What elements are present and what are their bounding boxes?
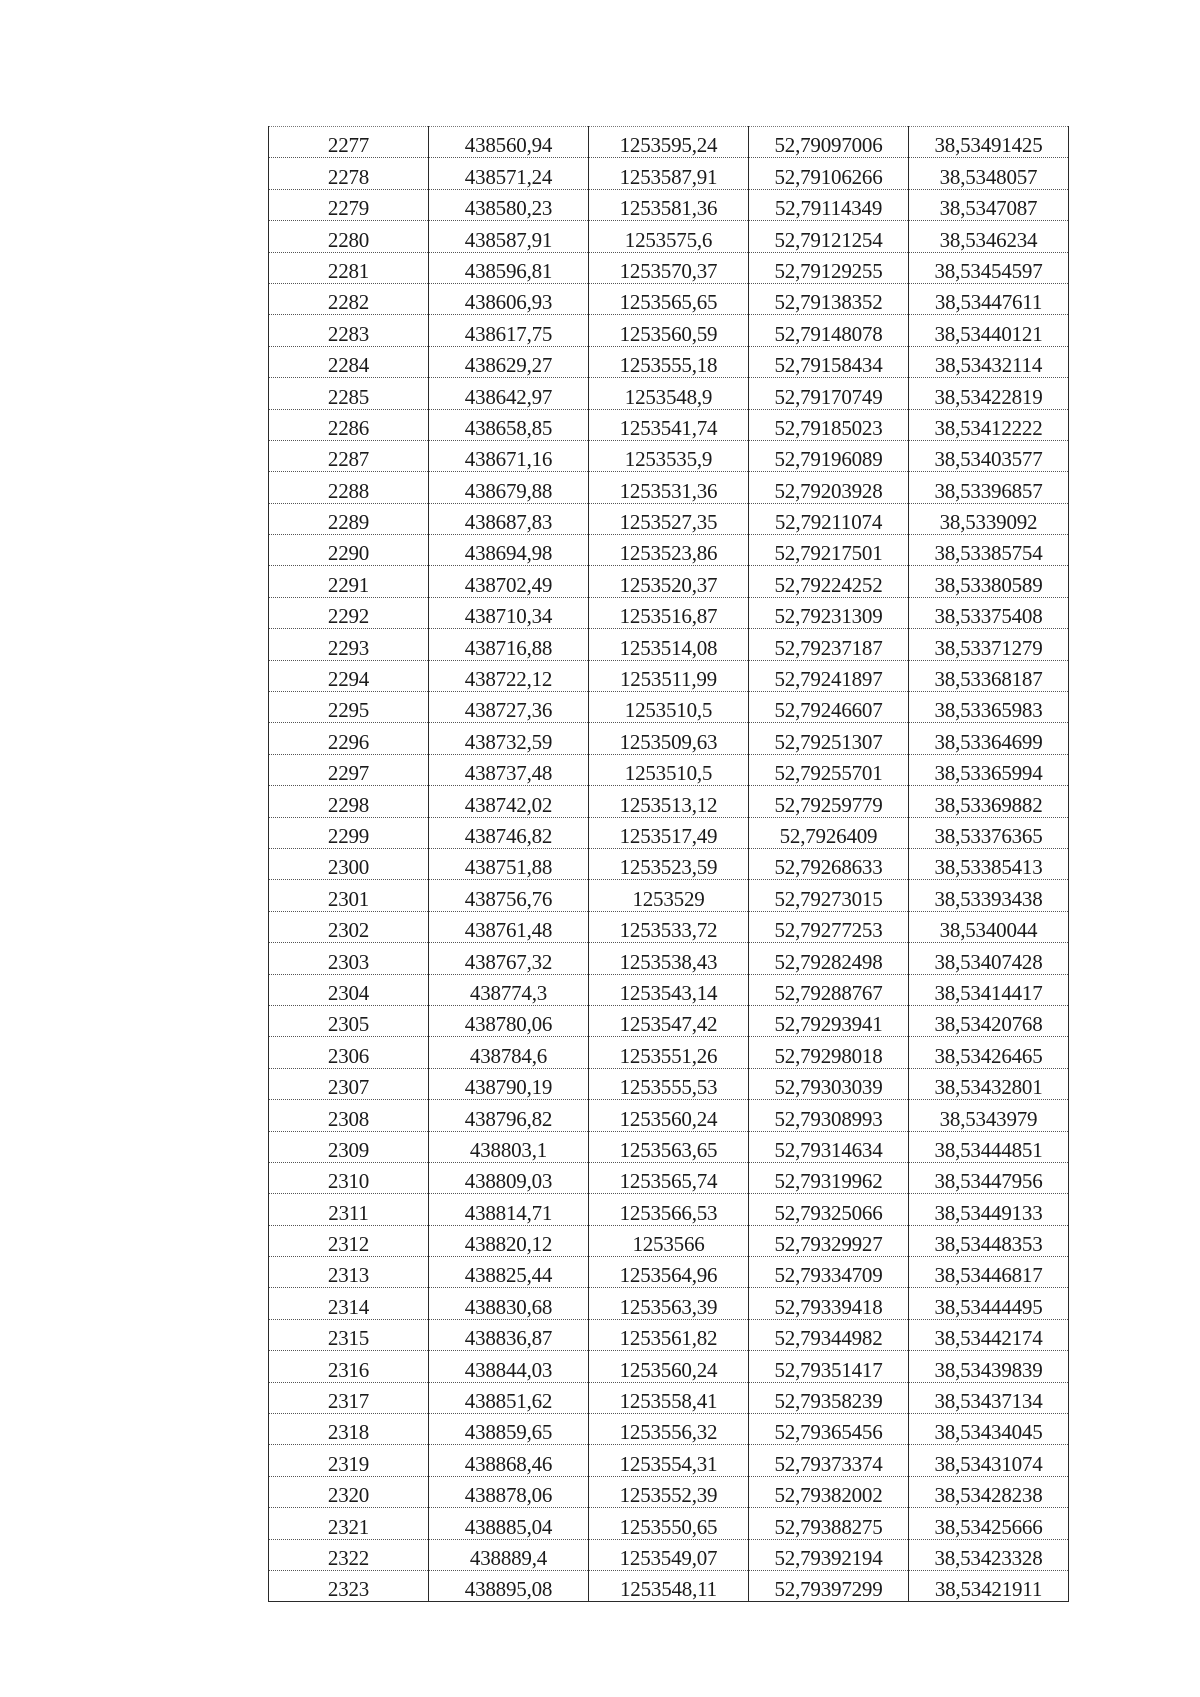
longitude-cell: 38,53437134 (909, 1382, 1069, 1413)
y-coordinate-cell: 1253514,08 (589, 629, 749, 660)
longitude-cell: 38,53432114 (909, 346, 1069, 377)
table-row (269, 1194, 1069, 1225)
longitude-cell: 38,53365983 (909, 692, 1069, 723)
longitude-cell: 38,53368187 (909, 660, 1069, 691)
longitude-cell: 38,5346234 (909, 221, 1069, 252)
y-coordinate-cell: 1253523,59 (589, 848, 749, 879)
y-coordinate-cell: 1253563,65 (589, 1131, 749, 1162)
point-number-cell: 2308 (269, 1100, 429, 1131)
table-row (269, 283, 1069, 314)
longitude-cell: 38,53365994 (909, 754, 1069, 785)
longitude-cell: 38,53426465 (909, 1037, 1069, 1068)
latitude-cell: 52,79325066 (749, 1194, 909, 1225)
y-coordinate-cell: 1253581,36 (589, 189, 749, 220)
table-row (269, 754, 1069, 785)
table-row (269, 1162, 1069, 1193)
point-number-cell: 2277 (269, 127, 429, 158)
x-coordinate-cell: 438746,82 (429, 817, 589, 848)
y-coordinate-cell: 1253560,24 (589, 1351, 749, 1382)
point-number-cell: 2294 (269, 660, 429, 691)
point-number-cell: 2297 (269, 754, 429, 785)
latitude-cell: 52,79259779 (749, 786, 909, 817)
x-coordinate-cell: 438732,59 (429, 723, 589, 754)
table-row (269, 503, 1069, 534)
table-row (269, 1351, 1069, 1382)
longitude-cell: 38,53375408 (909, 597, 1069, 628)
longitude-cell: 38,53447956 (909, 1162, 1069, 1193)
x-coordinate-cell: 438780,06 (429, 1005, 589, 1036)
y-coordinate-cell: 1253541,74 (589, 409, 749, 440)
table-row (269, 1570, 1069, 1601)
y-coordinate-cell: 1253520,37 (589, 566, 749, 597)
y-coordinate-cell: 1253511,99 (589, 660, 749, 691)
longitude-cell: 38,53385754 (909, 535, 1069, 566)
y-coordinate-cell: 1253543,14 (589, 974, 749, 1005)
longitude-cell: 38,53425666 (909, 1508, 1069, 1539)
point-number-cell: 2288 (269, 472, 429, 503)
latitude-cell: 52,79397299 (749, 1570, 909, 1601)
point-number-cell: 2285 (269, 378, 429, 409)
longitude-cell: 38,53444851 (909, 1131, 1069, 1162)
table-row (269, 692, 1069, 723)
longitude-cell: 38,53434045 (909, 1414, 1069, 1445)
latitude-cell: 52,79351417 (749, 1351, 909, 1382)
table-row (269, 974, 1069, 1005)
latitude-cell: 52,79148078 (749, 315, 909, 346)
longitude-cell: 38,53407428 (909, 943, 1069, 974)
table-row (269, 566, 1069, 597)
table-row (269, 1037, 1069, 1068)
y-coordinate-cell: 1253510,5 (589, 692, 749, 723)
point-number-cell: 2300 (269, 848, 429, 879)
y-coordinate-cell: 1253570,37 (589, 252, 749, 283)
longitude-cell: 38,53380589 (909, 566, 1069, 597)
y-coordinate-cell: 1253533,72 (589, 911, 749, 942)
longitude-cell: 38,53364699 (909, 723, 1069, 754)
latitude-cell: 52,79114349 (749, 189, 909, 220)
longitude-cell: 38,53371279 (909, 629, 1069, 660)
x-coordinate-cell: 438814,71 (429, 1194, 589, 1225)
table-row (269, 409, 1069, 440)
y-coordinate-cell: 1253560,24 (589, 1100, 749, 1131)
longitude-cell: 38,53431074 (909, 1445, 1069, 1476)
point-number-cell: 2290 (269, 535, 429, 566)
y-coordinate-cell: 1253538,43 (589, 943, 749, 974)
latitude-cell: 52,79314634 (749, 1131, 909, 1162)
x-coordinate-cell: 438895,08 (429, 1570, 589, 1601)
latitude-cell: 52,79255701 (749, 754, 909, 785)
latitude-cell: 52,79203928 (749, 472, 909, 503)
point-number-cell: 2309 (269, 1131, 429, 1162)
x-coordinate-cell: 438737,48 (429, 754, 589, 785)
coordinates-table-body (269, 127, 1069, 1602)
longitude-cell: 38,53447611 (909, 283, 1069, 314)
x-coordinate-cell: 438809,03 (429, 1162, 589, 1193)
point-number-cell: 2306 (269, 1037, 429, 1068)
latitude-cell: 52,79334709 (749, 1257, 909, 1288)
x-coordinate-cell: 438844,03 (429, 1351, 589, 1382)
latitude-cell: 52,79388275 (749, 1508, 909, 1539)
longitude-cell: 38,53454597 (909, 252, 1069, 283)
table-row (269, 1225, 1069, 1256)
x-coordinate-cell: 438742,02 (429, 786, 589, 817)
point-number-cell: 2322 (269, 1539, 429, 1570)
y-coordinate-cell: 1253552,39 (589, 1476, 749, 1507)
table-row (269, 158, 1069, 189)
table-row (269, 252, 1069, 283)
x-coordinate-cell: 438859,65 (429, 1414, 589, 1445)
y-coordinate-cell: 1253523,86 (589, 535, 749, 566)
y-coordinate-cell: 1253575,6 (589, 221, 749, 252)
y-coordinate-cell: 1253535,9 (589, 440, 749, 471)
y-coordinate-cell: 1253556,32 (589, 1414, 749, 1445)
table-row (269, 911, 1069, 942)
y-coordinate-cell: 1253554,31 (589, 1445, 749, 1476)
longitude-cell: 38,53376365 (909, 817, 1069, 848)
longitude-cell: 38,53393438 (909, 880, 1069, 911)
latitude-cell: 52,79129255 (749, 252, 909, 283)
y-coordinate-cell: 1253547,42 (589, 1005, 749, 1036)
point-number-cell: 2311 (269, 1194, 429, 1225)
y-coordinate-cell: 1253566,53 (589, 1194, 749, 1225)
x-coordinate-cell: 438679,88 (429, 472, 589, 503)
y-coordinate-cell: 1253555,18 (589, 346, 749, 377)
latitude-cell: 52,79319962 (749, 1162, 909, 1193)
longitude-cell: 38,53491425 (909, 127, 1069, 158)
latitude-cell: 52,79251307 (749, 723, 909, 754)
x-coordinate-cell: 438671,16 (429, 440, 589, 471)
table-row (269, 315, 1069, 346)
y-coordinate-cell: 1253558,41 (589, 1382, 749, 1413)
longitude-cell: 38,53403577 (909, 440, 1069, 471)
latitude-cell: 52,79138352 (749, 283, 909, 314)
point-number-cell: 2302 (269, 911, 429, 942)
table-row (269, 1508, 1069, 1539)
latitude-cell: 52,7926409 (749, 817, 909, 848)
table-row (269, 378, 1069, 409)
latitude-cell: 52,79106266 (749, 158, 909, 189)
longitude-cell: 38,53444495 (909, 1288, 1069, 1319)
y-coordinate-cell: 1253513,12 (589, 786, 749, 817)
x-coordinate-cell: 438587,91 (429, 221, 589, 252)
point-number-cell: 2320 (269, 1476, 429, 1507)
latitude-cell: 52,79231309 (749, 597, 909, 628)
point-number-cell: 2281 (269, 252, 429, 283)
table-row (269, 1382, 1069, 1413)
point-number-cell: 2310 (269, 1162, 429, 1193)
latitude-cell: 52,79358239 (749, 1382, 909, 1413)
x-coordinate-cell: 438642,97 (429, 378, 589, 409)
table-row (269, 1319, 1069, 1350)
x-coordinate-cell: 438790,19 (429, 1068, 589, 1099)
latitude-cell: 52,79121254 (749, 221, 909, 252)
table-row (269, 1257, 1069, 1288)
longitude-cell: 38,53449133 (909, 1194, 1069, 1225)
table-row (269, 1539, 1069, 1570)
longitude-cell: 38,53439839 (909, 1351, 1069, 1382)
latitude-cell: 52,79382002 (749, 1476, 909, 1507)
point-number-cell: 2315 (269, 1319, 429, 1350)
latitude-cell: 52,79224252 (749, 566, 909, 597)
x-coordinate-cell: 438803,1 (429, 1131, 589, 1162)
longitude-cell: 38,53396857 (909, 472, 1069, 503)
latitude-cell: 52,79241897 (749, 660, 909, 691)
table-row (269, 880, 1069, 911)
x-coordinate-cell: 438889,4 (429, 1539, 589, 1570)
latitude-cell: 52,79288767 (749, 974, 909, 1005)
latitude-cell: 52,79237187 (749, 629, 909, 660)
point-number-cell: 2280 (269, 221, 429, 252)
point-number-cell: 2321 (269, 1508, 429, 1539)
point-number-cell: 2317 (269, 1382, 429, 1413)
latitude-cell: 52,79185023 (749, 409, 909, 440)
coordinates-table (268, 126, 1069, 1602)
x-coordinate-cell: 438722,12 (429, 660, 589, 691)
x-coordinate-cell: 438878,06 (429, 1476, 589, 1507)
x-coordinate-cell: 438617,75 (429, 315, 589, 346)
table-row (269, 848, 1069, 879)
point-number-cell: 2301 (269, 880, 429, 911)
x-coordinate-cell: 438836,87 (429, 1319, 589, 1350)
point-number-cell: 2279 (269, 189, 429, 220)
latitude-cell: 52,79246607 (749, 692, 909, 723)
latitude-cell: 52,79217501 (749, 535, 909, 566)
longitude-cell: 38,5339092 (909, 503, 1069, 534)
x-coordinate-cell: 438716,88 (429, 629, 589, 660)
latitude-cell: 52,79273015 (749, 880, 909, 911)
x-coordinate-cell: 438560,94 (429, 127, 589, 158)
table-row (269, 221, 1069, 252)
latitude-cell: 52,79293941 (749, 1005, 909, 1036)
longitude-cell: 38,53423328 (909, 1539, 1069, 1570)
table-row (269, 943, 1069, 974)
point-number-cell: 2316 (269, 1351, 429, 1382)
latitude-cell: 52,79277253 (749, 911, 909, 942)
latitude-cell: 52,79365456 (749, 1414, 909, 1445)
table-row (269, 817, 1069, 848)
table-row (269, 786, 1069, 817)
y-coordinate-cell: 1253587,91 (589, 158, 749, 189)
y-coordinate-cell: 1253565,74 (589, 1162, 749, 1193)
longitude-cell: 38,5347087 (909, 189, 1069, 220)
table-row (269, 1068, 1069, 1099)
longitude-cell: 38,53442174 (909, 1319, 1069, 1350)
latitude-cell: 52,79282498 (749, 943, 909, 974)
y-coordinate-cell: 1253527,35 (589, 503, 749, 534)
x-coordinate-cell: 438868,46 (429, 1445, 589, 1476)
x-coordinate-cell: 438571,24 (429, 158, 589, 189)
y-coordinate-cell: 1253548,9 (589, 378, 749, 409)
point-number-cell: 2318 (269, 1414, 429, 1445)
table-row (269, 1445, 1069, 1476)
y-coordinate-cell: 1253517,49 (589, 817, 749, 848)
x-coordinate-cell: 438694,98 (429, 535, 589, 566)
point-number-cell: 2304 (269, 974, 429, 1005)
longitude-cell: 38,53412222 (909, 409, 1069, 440)
point-number-cell: 2314 (269, 1288, 429, 1319)
longitude-cell: 38,5343979 (909, 1100, 1069, 1131)
x-coordinate-cell: 438767,32 (429, 943, 589, 974)
latitude-cell: 52,79392194 (749, 1539, 909, 1570)
longitude-cell: 38,53385413 (909, 848, 1069, 879)
latitude-cell: 52,79196089 (749, 440, 909, 471)
point-number-cell: 2323 (269, 1570, 429, 1601)
latitude-cell: 52,79329927 (749, 1225, 909, 1256)
point-number-cell: 2295 (269, 692, 429, 723)
point-number-cell: 2284 (269, 346, 429, 377)
latitude-cell: 52,79339418 (749, 1288, 909, 1319)
y-coordinate-cell: 1253509,63 (589, 723, 749, 754)
x-coordinate-cell: 438825,44 (429, 1257, 589, 1288)
latitude-cell: 52,79298018 (749, 1037, 909, 1068)
point-number-cell: 2298 (269, 786, 429, 817)
point-number-cell: 2282 (269, 283, 429, 314)
longitude-cell: 38,53448353 (909, 1225, 1069, 1256)
y-coordinate-cell: 1253550,65 (589, 1508, 749, 1539)
longitude-cell: 38,53432801 (909, 1068, 1069, 1099)
point-number-cell: 2307 (269, 1068, 429, 1099)
latitude-cell: 52,79211074 (749, 503, 909, 534)
table-row (269, 597, 1069, 628)
y-coordinate-cell: 1253564,96 (589, 1257, 749, 1288)
longitude-cell: 38,53428238 (909, 1476, 1069, 1507)
x-coordinate-cell: 438629,27 (429, 346, 589, 377)
table-row (269, 629, 1069, 660)
point-number-cell: 2289 (269, 503, 429, 534)
y-coordinate-cell: 1253566 (589, 1225, 749, 1256)
table-row (269, 1131, 1069, 1162)
x-coordinate-cell: 438830,68 (429, 1288, 589, 1319)
x-coordinate-cell: 438851,62 (429, 1382, 589, 1413)
x-coordinate-cell: 438658,85 (429, 409, 589, 440)
latitude-cell: 52,79344982 (749, 1319, 909, 1350)
y-coordinate-cell: 1253548,11 (589, 1570, 749, 1601)
point-number-cell: 2291 (269, 566, 429, 597)
table-row (269, 1288, 1069, 1319)
point-number-cell: 2319 (269, 1445, 429, 1476)
y-coordinate-cell: 1253531,36 (589, 472, 749, 503)
point-number-cell: 2286 (269, 409, 429, 440)
x-coordinate-cell: 438756,76 (429, 880, 589, 911)
y-coordinate-cell: 1253551,26 (589, 1037, 749, 1068)
longitude-cell: 38,53369882 (909, 786, 1069, 817)
x-coordinate-cell: 438774,3 (429, 974, 589, 1005)
x-coordinate-cell: 438885,04 (429, 1508, 589, 1539)
latitude-cell: 52,79170749 (749, 378, 909, 409)
table-row (269, 1476, 1069, 1507)
table-row (269, 1005, 1069, 1036)
x-coordinate-cell: 438761,48 (429, 911, 589, 942)
x-coordinate-cell: 438606,93 (429, 283, 589, 314)
y-coordinate-cell: 1253560,59 (589, 315, 749, 346)
y-coordinate-cell: 1253549,07 (589, 1539, 749, 1570)
table-row (269, 1100, 1069, 1131)
y-coordinate-cell: 1253565,65 (589, 283, 749, 314)
point-number-cell: 2296 (269, 723, 429, 754)
point-number-cell: 2312 (269, 1225, 429, 1256)
table-row (269, 723, 1069, 754)
point-number-cell: 2292 (269, 597, 429, 628)
point-number-cell: 2283 (269, 315, 429, 346)
y-coordinate-cell: 1253561,82 (589, 1319, 749, 1350)
longitude-cell: 38,53446817 (909, 1257, 1069, 1288)
point-number-cell: 2287 (269, 440, 429, 471)
x-coordinate-cell: 438580,23 (429, 189, 589, 220)
table-row (269, 440, 1069, 471)
latitude-cell: 52,79373374 (749, 1445, 909, 1476)
latitude-cell: 52,79097006 (749, 127, 909, 158)
point-number-cell: 2303 (269, 943, 429, 974)
x-coordinate-cell: 438751,88 (429, 848, 589, 879)
table-row (269, 472, 1069, 503)
x-coordinate-cell: 438687,83 (429, 503, 589, 534)
table-row (269, 346, 1069, 377)
longitude-cell: 38,53440121 (909, 315, 1069, 346)
point-number-cell: 2299 (269, 817, 429, 848)
longitude-cell: 38,53422819 (909, 378, 1069, 409)
latitude-cell: 52,79303039 (749, 1068, 909, 1099)
x-coordinate-cell: 438784,6 (429, 1037, 589, 1068)
longitude-cell: 38,5340044 (909, 911, 1069, 942)
point-number-cell: 2313 (269, 1257, 429, 1288)
point-number-cell: 2305 (269, 1005, 429, 1036)
x-coordinate-cell: 438796,82 (429, 1100, 589, 1131)
y-coordinate-cell: 1253510,5 (589, 754, 749, 785)
longitude-cell: 38,53414417 (909, 974, 1069, 1005)
point-number-cell: 2293 (269, 629, 429, 660)
y-coordinate-cell: 1253529 (589, 880, 749, 911)
x-coordinate-cell: 438702,49 (429, 566, 589, 597)
latitude-cell: 52,79268633 (749, 848, 909, 879)
latitude-cell: 52,79308993 (749, 1100, 909, 1131)
y-coordinate-cell: 1253516,87 (589, 597, 749, 628)
x-coordinate-cell: 438727,36 (429, 692, 589, 723)
latitude-cell: 52,79158434 (749, 346, 909, 377)
y-coordinate-cell: 1253595,24 (589, 127, 749, 158)
table-row (269, 127, 1069, 158)
y-coordinate-cell: 1253563,39 (589, 1288, 749, 1319)
longitude-cell: 38,5348057 (909, 158, 1069, 189)
x-coordinate-cell: 438596,81 (429, 252, 589, 283)
table-row (269, 535, 1069, 566)
x-coordinate-cell: 438710,34 (429, 597, 589, 628)
longitude-cell: 38,53421911 (909, 1570, 1069, 1601)
longitude-cell: 38,53420768 (909, 1005, 1069, 1036)
x-coordinate-cell: 438820,12 (429, 1225, 589, 1256)
table-row (269, 189, 1069, 220)
point-number-cell: 2278 (269, 158, 429, 189)
table-row (269, 660, 1069, 691)
y-coordinate-cell: 1253555,53 (589, 1068, 749, 1099)
table-row (269, 1414, 1069, 1445)
